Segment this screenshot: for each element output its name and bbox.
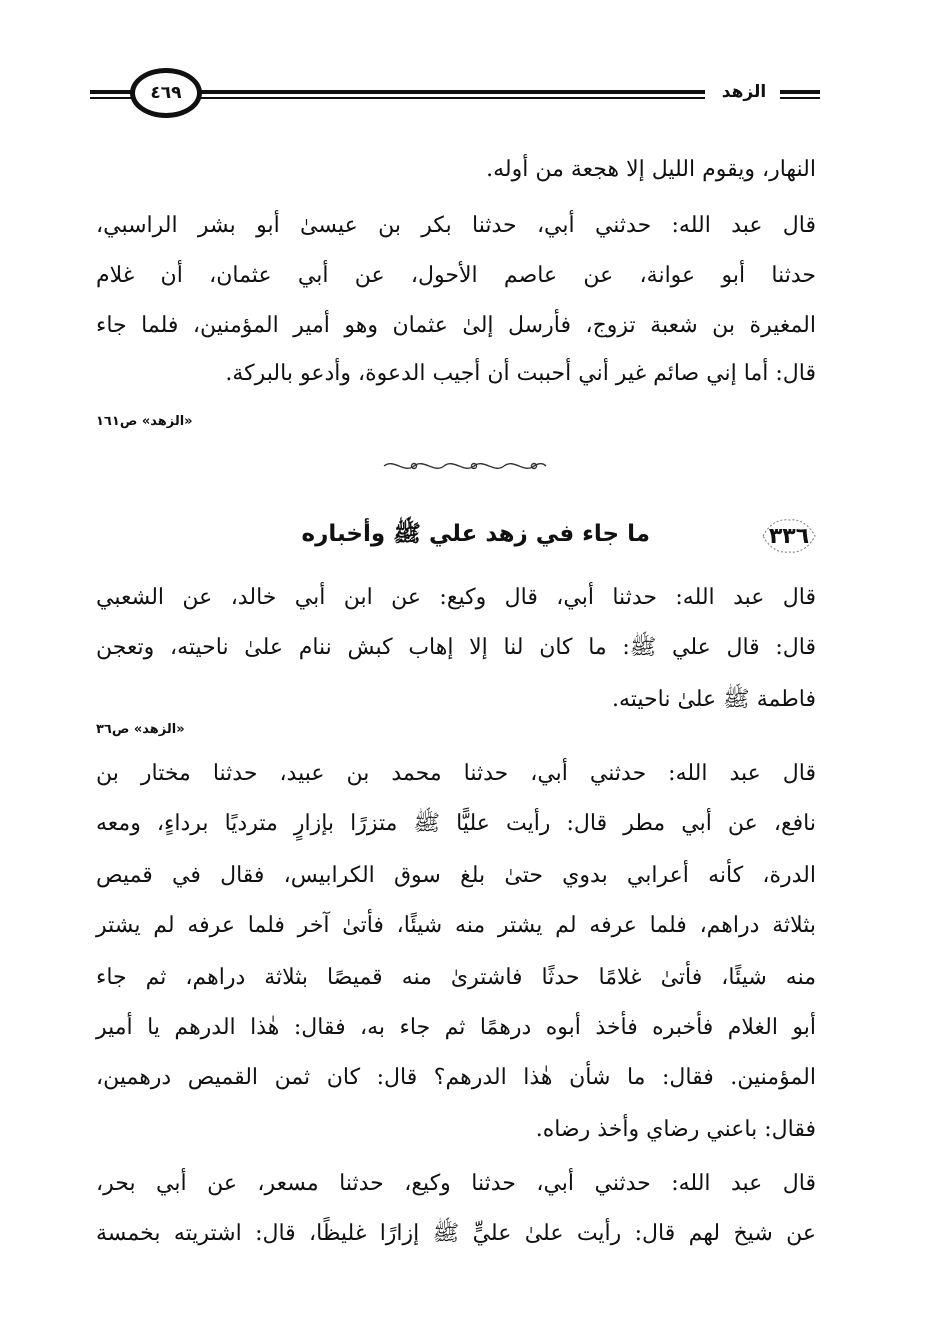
text-line: الدرة، كأنه أعرابي بدوي حتىٰ بلغ سوق الكرابيس، فقال في قميص [96, 863, 816, 888]
text-line: قال عبد الله: حدثني أبي، حدثنا بكر بن عيسىٰ أبو بشر الراسبي، [96, 213, 816, 238]
section-title: ما جاء في زهد علي ﷺ وأخباره [301, 521, 650, 547]
text-line: قال عبد الله: حدثني أبي، حدثنا وكيع، حدثنا مسعر، عن أبي بحر، [96, 1171, 816, 1196]
header-rule [780, 97, 820, 99]
running-title: الزهد [721, 82, 767, 102]
text-line: فقال: باعني رضاي وأخذ رضاه. [535, 1117, 816, 1142]
text-line: المغيرة بن شعبة تزوج، فأرسل إلىٰ عثمان وهو أمير المؤمنين، فلما جاء [96, 313, 816, 338]
text-line: بثلاثة دراهم، فلما عرفه لم يشتر منه شيئًا، فأتىٰ آخر فلما عرفه لم يشتر [96, 913, 816, 938]
text-line: منه شيئًا، فأتىٰ غلامًا حدثًا فاشترىٰ منه قميصًا بثلاثة دراهم، ثم جاء [96, 965, 816, 990]
source-reference: «الزهد» ص٣٦ [96, 722, 185, 737]
text-line: قال عبد الله: حدثني أبي، حدثنا محمد بن عبيد، حدثنا مختار بن [96, 761, 816, 786]
text-line: نافع، عن أبي مطر قال: رأيت عليًّا ﷺ متزرًا بإزارٍ مترديًا برداءٍ، ومعه [96, 811, 816, 836]
text-line: قال عبد الله: حدثنا أبي، قال وكيع: عن ابن أبي خالد، عن الشعبي [96, 585, 816, 610]
header-rule [200, 90, 705, 94]
header-rule [780, 90, 820, 94]
text-line: حدثنا أبو عوانة، عن عاصم الأحول، عن أبي عثمان، أن غلام [96, 263, 816, 288]
source-reference: «الزهد» ص١٦١ [96, 414, 193, 429]
ornament-divider-icon [380, 456, 550, 476]
text-line: قال: قال علي ﷺ: ما كان لنا إلا إهاب كبش ننام علىٰ ناحيته، وتعجن [96, 635, 816, 660]
text-line: فاطمة ﷺ علىٰ ناحيته. [611, 687, 816, 712]
text-line: النهار، ويقوم الليل إلا هجعة من أوله. [486, 157, 816, 182]
running-header [90, 68, 820, 124]
page-number: ٤٦٩ [130, 68, 202, 118]
section-number: ٣٣٦ [768, 523, 810, 549]
text-line: المؤمنين. فقال: ما شأن هٰذا الدرهم؟ قال: كان ثمن القميص درهمين، [96, 1065, 816, 1090]
header-rule [200, 97, 705, 99]
text-line: عن شيخ لهم قال: رأيت علىٰ عليٍّ ﷺ إزارًا غليظًا، قال: اشتريته بخمسة [96, 1221, 816, 1246]
text-line: قال: أما إني صائم غير أني أحببت أن أجيب الدعوة، وأدعو بالبركة. [225, 361, 816, 386]
text-line: أبو الغلام فأخبره فأخذ أبوه درهمًا ثم جاء به، فقال: هٰذا الدرهم يا أمير [96, 1015, 816, 1040]
section-number-badge [757, 516, 821, 556]
